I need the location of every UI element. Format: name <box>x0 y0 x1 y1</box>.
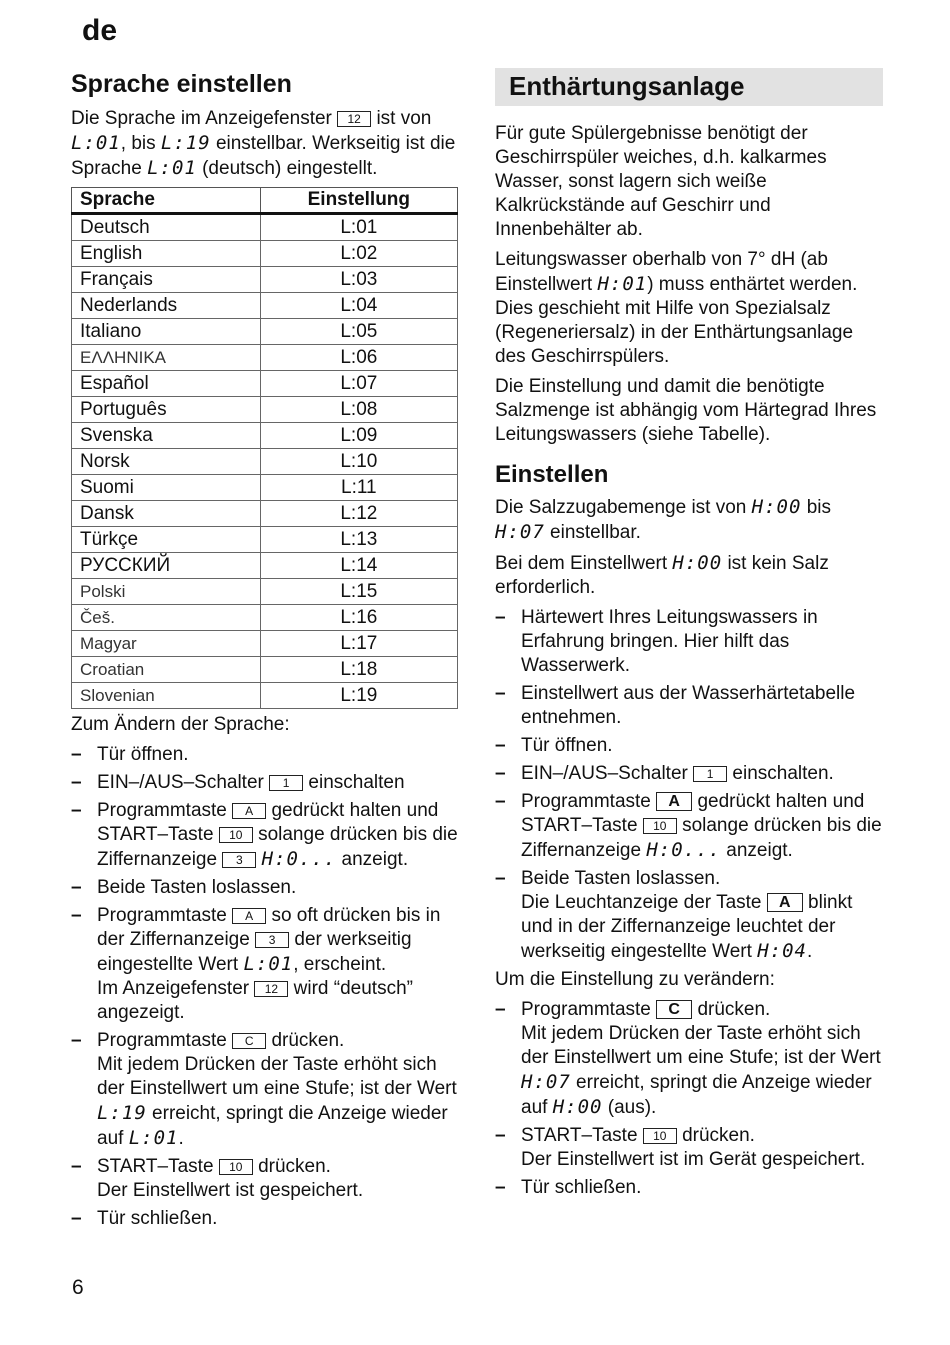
display-value: H:0... <box>261 848 337 870</box>
table-row <box>72 345 458 371</box>
left-column <box>71 70 461 1235</box>
language-name: Türkçe <box>72 527 261 553</box>
language-name: Magyar <box>72 631 261 657</box>
language-setting: L:10 <box>260 449 457 475</box>
key-a: A <box>767 893 803 912</box>
table-row <box>72 423 458 449</box>
language-name: Deutsch <box>72 214 261 241</box>
table-row <box>72 267 458 293</box>
language-name: Norsk <box>72 449 261 475</box>
language-setting: L:09 <box>260 423 457 449</box>
paragraph: Die Einstellung und damit die benötigte Salzmenge ist abhängig vom Härtegrad Ihres Leitungswassers (siehe Tabelle). <box>495 376 877 445</box>
display-value: L:01 <box>147 157 197 179</box>
key-a: A <box>232 908 266 924</box>
language-name: Croatian <box>72 657 261 683</box>
language-name: Italiano <box>72 319 261 345</box>
table-row <box>72 657 458 683</box>
list-item: – EIN–/AUS–Schalter 1 einschalten <box>71 771 461 795</box>
list-item: – Einstellwert aus der Wasserhärtetabelle entnehmen. <box>495 682 883 730</box>
language-name: Español <box>72 371 261 397</box>
list-item: – Programmtaste A gedrückt halten und START–Taste 10 solange drücken bis die Ziffernanzeige 3 H:0... anzeigt. <box>71 799 461 872</box>
key-3: 3 <box>222 852 256 868</box>
language-setting: L:15 <box>260 579 457 605</box>
list-item: – Beide Tasten loslassen. Die Leuchtanzeige der Taste A blinkt und in der Ziffernanzeige leuchtet der werkseitig eingestellte Wert H:04. <box>495 867 883 964</box>
display-value: H:07 <box>495 521 545 543</box>
language-setting: L:16 <box>260 605 457 631</box>
language-setting: L:06 <box>260 345 457 371</box>
display-value: L:01 <box>128 1127 179 1149</box>
language-name: Português <box>72 397 261 423</box>
table-row <box>72 449 458 475</box>
language-name: ΕΛΛΗΝΙΚΑ <box>72 345 261 371</box>
language-setting: L:13 <box>260 527 457 553</box>
page-number: 6 <box>72 1276 84 1299</box>
language-name: РУССКИЙ <box>72 553 261 579</box>
key-10: 10 <box>643 1128 677 1144</box>
language-name: Nederlands <box>72 293 261 319</box>
paragraph: Für gute Spülergebnisse benötigt der Geschirrspüler weiches, d.h. kalkarmes Wasser, sonst lagern sich weiße Kalkrückstände auf Geschirr und Innenbehälter ab. <box>495 123 827 240</box>
key-c: C <box>232 1033 266 1049</box>
language-setting: L:12 <box>260 501 457 527</box>
language-name: Français <box>72 267 261 293</box>
table-row <box>72 605 458 631</box>
language-setting: L:18 <box>260 657 457 683</box>
language-name: Polski <box>72 579 261 605</box>
table-row <box>72 553 458 579</box>
language-setting: L:05 <box>260 319 457 345</box>
key-a: A <box>232 803 266 819</box>
language-setting: L:04 <box>260 293 457 319</box>
key-3: 3 <box>255 932 289 948</box>
language-setting: L:01 <box>260 214 457 241</box>
table-row <box>72 501 458 527</box>
table-row <box>72 371 458 397</box>
display-value: L:19 <box>160 132 211 154</box>
language-table <box>71 187 458 709</box>
key-12: 12 <box>337 111 371 127</box>
section-heading-language: Sprache einstellen <box>71 70 292 98</box>
list-item: – Programmtaste A so oft drücken bis in der Ziffernanzeige 3 der werkseitig eingestellte Wert L:01, erscheint. Im Anzeigefenster 12 wird “deutsch” angezeigt. <box>71 904 461 1025</box>
table-row <box>72 631 458 657</box>
column-header-language: Sprache <box>72 188 261 214</box>
table-row <box>72 475 458 501</box>
display-value: H:00 <box>552 1096 603 1118</box>
display-value: L:01 <box>243 953 294 975</box>
display-value: L:01 <box>71 132 121 154</box>
display-value: H:00 <box>751 496 802 518</box>
section-heading-setup: Einstellen <box>495 461 609 488</box>
table-row <box>72 527 458 553</box>
language-name: Suomi <box>72 475 261 501</box>
display-value: H:07 <box>521 1071 571 1093</box>
list-item: – Programmtaste C drücken. Mit jedem Drücken der Taste erhöht sich der Einstellwert um eine Stufe; ist der Wert L:19 erreicht, springt die Anzeige wieder auf L:01. <box>71 1029 461 1151</box>
section-heading-softener: Enthärtungsanlage <box>495 68 883 106</box>
display-value: L:19 <box>97 1102 147 1124</box>
language-setting: L:07 <box>260 371 457 397</box>
change-setting-intro: Um die Einstellung zu verändern: <box>495 969 775 990</box>
key-1: 1 <box>693 766 727 782</box>
list-item: – Programmtaste C drücken. Mit jedem Drücken der Taste erhöht sich der Einstellwert um eine Stufe; ist der Wert H:07 erreicht, springt die Anzeige wieder auf H:00 (aus). <box>495 998 883 1120</box>
language-name: Svenska <box>72 423 261 449</box>
key-10: 10 <box>643 818 677 834</box>
language-name: Češ. <box>72 605 261 631</box>
change-language-intro: Zum Ändern der Sprache: <box>71 714 290 735</box>
list-item: – Tür öffnen. <box>71 743 461 767</box>
table-row <box>72 397 458 423</box>
paragraph: Die Salzzugabemenge ist von H:00 bis H:07 einstellbar. <box>495 496 831 543</box>
key-1: 1 <box>269 775 303 791</box>
display-value: H:00 <box>672 552 723 574</box>
table-row <box>72 214 458 241</box>
table-row <box>72 579 458 605</box>
key-c: C <box>656 1000 692 1019</box>
language-setting: L:02 <box>260 241 457 267</box>
language-setting: L:08 <box>260 397 457 423</box>
list-item: – START–Taste 10 drücken. Der Einstellwert ist im Gerät gespeichert. <box>495 1124 883 1172</box>
language-name: Slovenian <box>72 683 261 709</box>
language-steps <box>71 743 461 1231</box>
list-item: – Tür öffnen. <box>495 734 883 758</box>
paragraph: Bei dem Einstellwert H:00 ist kein Salz erforderlich. <box>495 552 829 598</box>
list-item: – EIN–/AUS–Schalter 1 einschalten. <box>495 762 883 786</box>
list-item: – START–Taste 10 drücken. Der Einstellwert ist gespeichert. <box>71 1155 461 1203</box>
list-item: – Beide Tasten loslassen. <box>71 876 461 900</box>
key-10: 10 <box>219 827 253 843</box>
key-a: A <box>656 792 692 811</box>
list-item: – Härtewert Ihres Leitungswassers in Erfahrung bringen. Hier hilft das Wasserwerk. <box>495 606 883 678</box>
language-setting: L:11 <box>260 475 457 501</box>
table-header-row <box>72 188 458 214</box>
table-row <box>72 293 458 319</box>
table-row <box>72 683 458 709</box>
language-setting: L:19 <box>260 683 457 709</box>
display-value: H:04 <box>757 940 807 962</box>
list-item: – Tür schließen. <box>495 1176 883 1200</box>
key-10: 10 <box>219 1159 253 1175</box>
language-name: Dansk <box>72 501 261 527</box>
language-code: de <box>82 14 118 47</box>
table-row <box>72 319 458 345</box>
right-column <box>495 68 883 1204</box>
language-setting: L:17 <box>260 631 457 657</box>
display-value: H:01 <box>597 273 648 295</box>
language-setting: L:03 <box>260 267 457 293</box>
list-item: – Programmtaste A gedrückt halten und START–Taste 10 solange drücken bis die Ziffernanzeige H:0... anzeigt. <box>495 790 883 863</box>
key-12: 12 <box>254 981 288 997</box>
language-name: English <box>72 241 261 267</box>
change-steps <box>495 998 883 1200</box>
display-value: H:0... <box>646 839 721 861</box>
table-row <box>72 241 458 267</box>
softener-steps <box>495 606 883 964</box>
list-item: – Tür schließen. <box>71 1207 461 1231</box>
column-header-setting: Einstellung <box>260 188 457 214</box>
paragraph: Leitungswasser oberhalb von 7° dH (ab Einstellwert H:01) muss enthärtet werden. Dies geschieht mit Hilfe von Spezialsalz (Regeneriersalz) in der Enthärtungsanlage des Geschirrspülers. <box>495 249 858 367</box>
language-intro: Die Sprache im Anzeigefenster 12 ist von L:01, bis L:19 einstellbar. Werkseitig ist die Sprache L:01 (deutsch) eingestellt. <box>71 108 456 179</box>
language-setting: L:14 <box>260 553 457 579</box>
